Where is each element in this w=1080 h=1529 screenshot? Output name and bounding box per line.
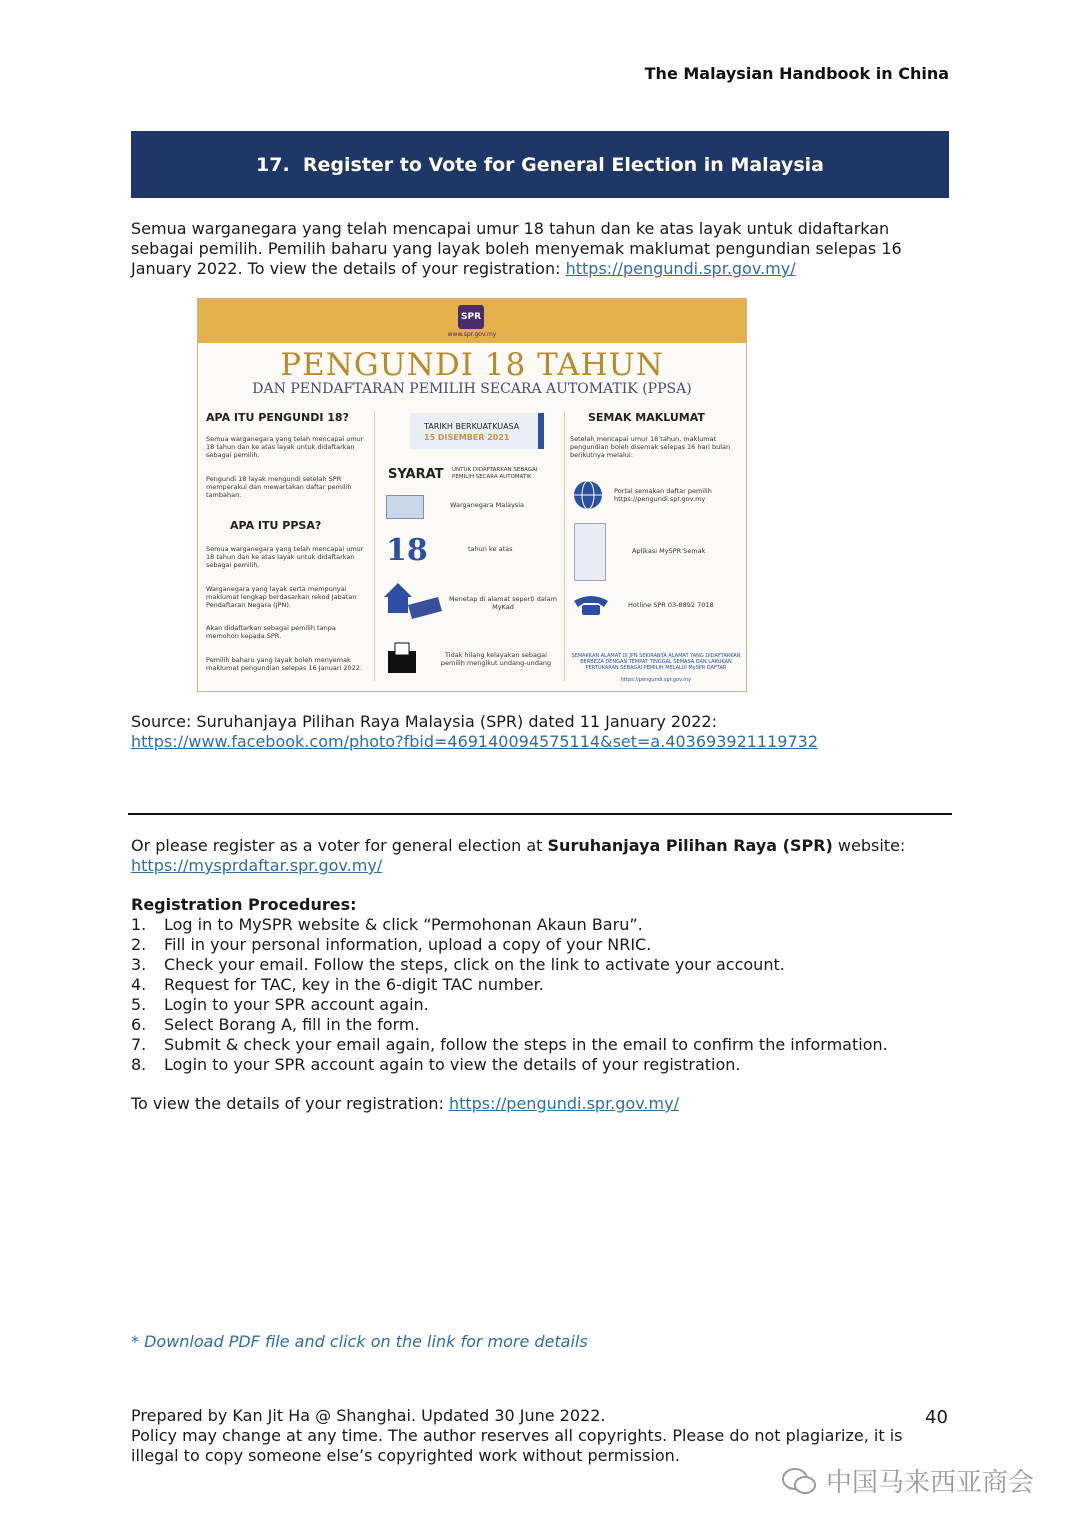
footer-line-1: Prepared by Kan Jit Ha @ Shanghai. Updated 30 June 2022.	[131, 1406, 606, 1425]
effective-date-banner	[410, 413, 544, 449]
step-number: 8.	[131, 1055, 147, 1074]
pengundi-link-2[interactable]: https://pengundi.spr.gov.my/	[448, 1094, 679, 1113]
step-text: Request for TAC, key in the 6-digit TAC number.	[164, 975, 544, 994]
step-text: Check your email. Follow the steps, click on the link to activate your account.	[164, 955, 785, 974]
step-text: Log in to MySPR website & click “Permohonan Akaun Baru”.	[164, 915, 643, 934]
list-item	[131, 975, 951, 995]
mobile-app-icon	[574, 523, 606, 581]
poster-left-text: Akan didaftarkan sebagai pemilih tanpa memohon kepada SPR.	[206, 624, 336, 640]
section-divider	[128, 813, 952, 815]
phone-icon	[572, 591, 610, 617]
right-footnote-link: https://pengundi.spr.gov.my	[620, 677, 692, 683]
banner-date: 15 DISEMBER 2021	[424, 433, 510, 442]
right-item-1: Portal semakan daftar pemilih https://pengundi.spr.gov.my	[614, 487, 712, 503]
step-number: 3.	[131, 955, 147, 974]
step-number: 6.	[131, 1015, 147, 1034]
syarat-note: UNTUK DIDAFTARKAN SEBAGAI PEMILIH SECARA AUTOMATIK	[452, 467, 538, 480]
poster-website: www.spr.gov.my	[447, 331, 497, 338]
view-details-text: To view the details of your registration:	[131, 1094, 449, 1113]
intro-paragraph	[131, 219, 951, 279]
step-number: 1.	[131, 915, 147, 934]
list-item	[131, 995, 951, 1015]
register-text-after: website:	[832, 836, 906, 855]
page-footer	[131, 1406, 911, 1466]
syarat-item-2: tahun ke atas	[468, 545, 513, 553]
step-text: Submit & check your email again, follow the steps in the email to confirm the information.	[164, 1035, 888, 1054]
house-map-icon	[382, 579, 444, 619]
list-item	[131, 1055, 951, 1075]
ballot-box-icon	[386, 641, 418, 675]
step-text: Login to your SPR account again to view the details of your registration.	[164, 1055, 741, 1074]
syarat-item-4: Tidak hilang kelayakan sebagai pemilih mengikut undang-undang	[440, 651, 552, 667]
poster-right-heading: SEMAK MAKLUMAT	[588, 411, 705, 424]
age-number: 18	[386, 533, 428, 568]
step-text: Login to your SPR account again.	[164, 995, 429, 1014]
running-header: The Malaysian Handbook in China	[644, 64, 949, 83]
registration-procedures	[131, 895, 951, 1075]
source-text: Source: Suruhanjaya Pilihan Raya Malaysia (SPR) dated 11 January 2022:	[131, 712, 717, 731]
procedures-list	[131, 915, 951, 1075]
poster-divider	[374, 411, 375, 681]
page-number: 40	[925, 1407, 948, 1428]
watermark-text: 中国马来西亚商会	[826, 1468, 1035, 1498]
poster-subtitle: DAN PENDAFTARAN PEMILIH SECARA AUTOMATIK (PPSA)	[252, 381, 692, 397]
step-number: 4.	[131, 975, 147, 994]
mykad-icon	[386, 495, 424, 519]
banner-label: TARIKH BERKUATKUASA	[424, 422, 520, 431]
poster-left-text: Semua warganegara yang telah mencapai umur 18 tahun dan ke atas layak untuk didaftarkan sebagai pemilih.	[206, 545, 364, 569]
section-title	[131, 131, 949, 198]
procedures-title: Registration Procedures:	[131, 895, 357, 914]
syarat-item-3: Menetap di alamat seperti dalam MyKad	[449, 595, 557, 611]
wechat-icon	[780, 1466, 818, 1496]
mysprdaftar-link[interactable]: https://mysprdaftar.spr.gov.my/	[131, 856, 383, 875]
syarat-item-1: Warganegara Malaysia	[450, 501, 525, 509]
infographic-poster	[197, 298, 747, 692]
register-spr-name: Suruhanjaya Pilihan Raya (SPR)	[547, 836, 833, 855]
right-footnote: SEMAKKAN ALAMAT DI JPN SEKIRANYA ALAMAT YANG DIDAFTARKAN BERBEZA DENGAN TEMPAT TINGGAL SEMASA DAN LAKUKAN PERTUKARAN SEBAGAI PEMILIH MELALUI MySPR DAFTAR	[571, 653, 741, 671]
register-text-before: Or please register as a voter for general election at	[131, 836, 548, 855]
syarat-heading: SYARAT	[388, 467, 444, 482]
list-item	[131, 1035, 951, 1055]
list-item	[131, 935, 951, 955]
poster-left-text: Pemilih baharu yang layak boleh menyemak maklumat pengundian selepas 16 Januari 2022.	[206, 656, 363, 672]
poster-left-heading-1: APA ITU PENGUNDI 18?	[206, 411, 349, 424]
register-paragraph	[131, 836, 951, 876]
intro-text: Semua warganegara yang telah mencapai umur 18 tahun dan ke atas layak untuk didaftarkan sebagai pemilih. Pemilih baharu yang layak boleh menyemak maklumat pengundian selepas 16 January 2022. To view the details of your registration:	[131, 219, 902, 278]
step-number: 7.	[131, 1035, 147, 1054]
pengundi-link[interactable]: https://pengundi.spr.gov.my/	[565, 259, 796, 278]
poster-title: PENGUNDI 18 TAHUN	[280, 347, 664, 383]
poster-right-text: Setelah mencapai umur 18 tahun, maklumat pengundian boleh disemak selepas 16 hari bulan berikutnya melalui:	[570, 435, 731, 459]
footer-line-2: Policy may change at any time. The author reserves all copyrights. Please do not plagiarize, it is illegal to copy someone else’s copyrighted work without permission.	[131, 1426, 903, 1465]
poster-left-text: Pengundi 18 layak mengundi setelah SPR memperakui dan mewartakan daftar pemilih tambahan.	[206, 475, 352, 499]
download-note: * Download PDF file and click on the link for more details	[131, 1332, 588, 1351]
poster-divider	[564, 411, 565, 681]
spr-logo-icon: SPR	[458, 305, 484, 329]
step-number: 5.	[131, 995, 147, 1014]
poster-left-heading-2: APA ITU PPSA?	[230, 519, 322, 532]
step-text: Fill in your personal information, upload a copy of your NRIC.	[164, 935, 652, 954]
list-item	[131, 1015, 951, 1035]
list-item	[131, 955, 951, 975]
section-title-text: 17. Register to Vote for General Election in Malaysia	[256, 153, 824, 176]
step-text: Select Borang A, fill in the form.	[164, 1015, 420, 1034]
globe-icon	[572, 479, 604, 511]
step-number: 2.	[131, 935, 147, 954]
right-item-3: Hotline SPR 03-8892 7018	[628, 601, 714, 609]
list-item	[131, 915, 951, 935]
poster-left-text: Semua warganegara yang telah mencapai umur 18 tahun dan ke atas layak untuk didaftarkan sebagai pemilih.	[206, 435, 364, 459]
wechat-watermark	[780, 1462, 1034, 1499]
source-citation	[131, 712, 951, 752]
poster-left-text: Warganegara yang layak serta mempunyai maklumat lengkap berdasarkan rekod Jabatan Pendaftaran Negara (JPN).	[206, 585, 357, 609]
facebook-source-link[interactable]: https://www.facebook.com/photo?fbid=469140094575114&set=a.403693921119732	[131, 732, 819, 751]
view-details-line	[131, 1094, 951, 1114]
right-item-2: Aplikasi MySPR Semak	[632, 547, 706, 555]
